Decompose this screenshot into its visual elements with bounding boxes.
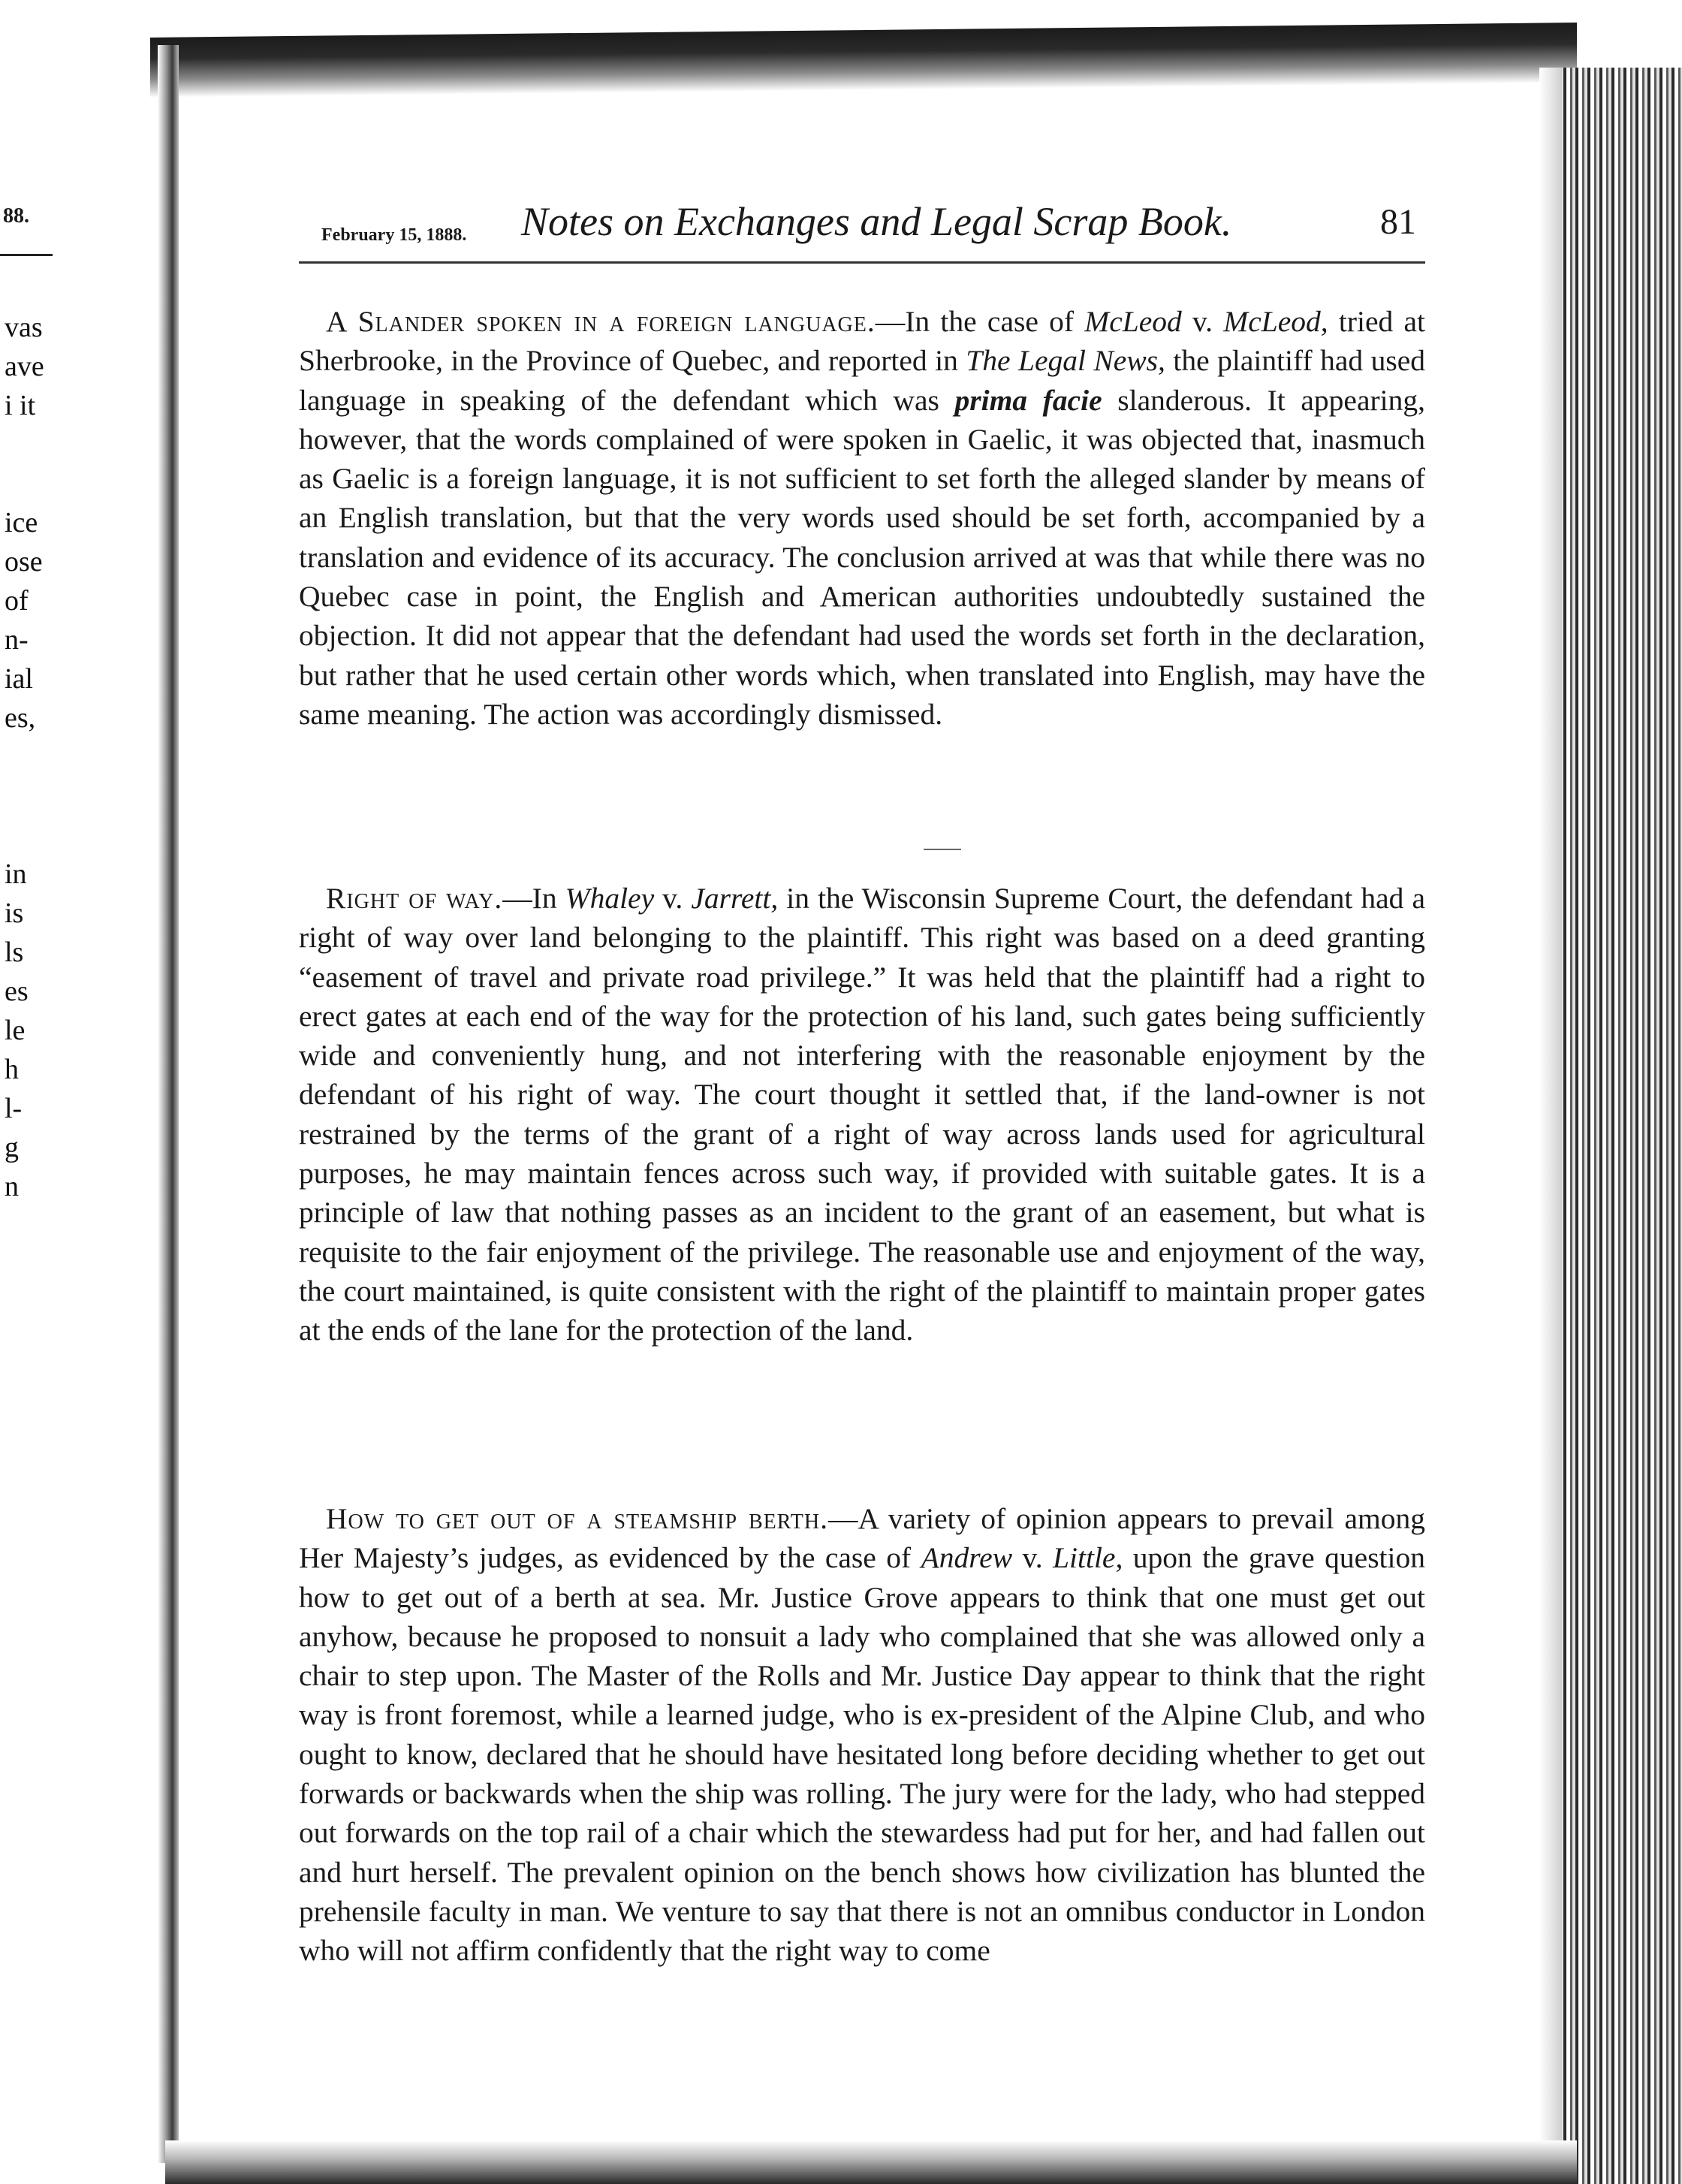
margin-fragment: is xyxy=(5,897,24,929)
margin-fragment: le xyxy=(5,1015,26,1046)
article-heading: Right of way. xyxy=(326,882,503,915)
article-slander xyxy=(299,302,1425,734)
article-body xyxy=(299,305,1425,731)
article-right-of-way xyxy=(299,879,1425,1350)
text-run: tried at Sherbrooke, in the Province of Quebec, and reported in xyxy=(299,305,1425,378)
margin-fragment xyxy=(5,425,65,464)
facing-page-number: 88. xyxy=(3,204,29,228)
margin-fragment: ave xyxy=(5,351,44,382)
article-paragraph xyxy=(299,879,1425,1350)
margin-fragment: in xyxy=(5,858,27,890)
case-name: Little, xyxy=(1053,1541,1123,1575)
margin-fragment: vas xyxy=(5,312,43,343)
case-name: Whaley xyxy=(565,882,655,915)
margin-fragment: ose xyxy=(5,546,43,578)
margin-fragment: n- xyxy=(5,624,29,656)
text-run: slanderous. It appearing, however, that the words complained of were spoken in Gaelic, it was objected that, inasmuch as Gaelic is a foreign language, it is not sufficient to set forth the alleged slander by means of an English translation, but that the very words used should be set forth, accompanied by a translation and evidence of its accuracy. The conclusion arrived at was that while there was no Quebec case in point, the English and American authorities undoubtedly sustained the objection. It did not appear that the defendant had used the words set forth in the declaration, but rather that he used certain other words which, when translated into English, may have the same meaning. The action was accordingly dismissed. xyxy=(299,383,1425,731)
page-edge-inner xyxy=(1539,68,1562,2184)
case-name: McLeod xyxy=(1084,305,1182,338)
text-run: upon the grave question how to get out of a berth at sea. Mr. Justice Grove appears to think that one must get out anyhow, because he proposed to nonsuit a lady who complained that she was allowed only a chair to step upon. The Master of the Rolls and Mr. Justice Day appear to think that the right way is front foremost, while a learned judge, who is ex-president of the Alpine Club, and who ought to know, declared that he should have hesitated long before deciding whether to get out forwards or backwards when the ship was rolling. The jury were for the lady, who had stepped out forwards on the top rail of a chair which the stewardess had put for her, and had fallen out and hurt herself. The prevalent opinion on the bench shows how civilization has blunted the prehensile faculty in man. We venture to say that there is not an omnibus conductor in London who will not affirm confidently that the right way to come xyxy=(299,1541,1426,1968)
margin-fragment: es, xyxy=(5,702,36,734)
text-run: —In xyxy=(502,882,565,915)
case-name: Andrew xyxy=(921,1541,1013,1575)
article-body xyxy=(299,1502,1425,1967)
case-name: McLeod, xyxy=(1223,305,1328,338)
header-rule xyxy=(299,261,1425,264)
margin-fragment: g xyxy=(5,1132,19,1163)
margin-fragment xyxy=(5,464,65,503)
article-paragraph xyxy=(299,1499,1425,1971)
margin-fragment: l- xyxy=(5,1093,23,1124)
article-body xyxy=(299,882,1425,1347)
margin-fragment: h xyxy=(5,1054,19,1085)
margin-fragment: i it xyxy=(5,390,36,421)
article-heading: A Slander spoken in a foreign language. xyxy=(326,305,876,338)
text-run: —In the case of xyxy=(875,305,1085,338)
case-name: prima facie xyxy=(954,383,1102,417)
text-run: v. xyxy=(1181,305,1224,338)
margin-fragment: es xyxy=(5,976,29,1007)
margin-fragment xyxy=(5,738,65,777)
margin-fragment xyxy=(5,816,65,855)
header-title: Notes on Exchanges and Legal Scrap Book. xyxy=(521,199,1232,244)
case-name: The Legal News, xyxy=(966,344,1165,378)
text-run: in the Wisconsin Supreme Court, the defendant had a right of way over land belonging to the plaintiff. This right was based on a deed granting “easement of travel and private road privilege.” It was held that the plaintiff had a right to erect gates at each end of the way for the protection of his land, such gates being sufficiently wide and conveniently hung, and not interfering with the reasonable enjoyment by the defendant of his right of way. The court thought it settled that, if the land-owner is not restrained by the terms of the grant of a right of way across lands used for agricultural purposes, he may maintain fences across such way, if provided with suitable gates. It is a principle of law that nothing passes as an incident to the grant of an easement, but what is requisite to the fair enjoyment of the privilege. The reasonable use and enjoyment of the way, the court maintained, is quite consistent with the right of the plaintiff to maintain proper gates at the ends of the lane for the protection of the land. xyxy=(299,882,1426,1347)
case-name: Jarrett, xyxy=(691,882,779,915)
margin-fragment: ial xyxy=(5,663,33,695)
text-run: —A variety of opinion appears to prevail among Her Majesty’s judges, as evidenced by the case of xyxy=(299,1502,1425,1575)
facing-page-fragments xyxy=(5,308,65,1206)
margin-fragment xyxy=(5,777,65,816)
header-date: February 15, 1888. xyxy=(321,225,467,245)
article-heading: How to get out of a steamship berth. xyxy=(326,1502,828,1535)
margin-fragment: ls xyxy=(5,937,24,968)
text-run: v. xyxy=(654,882,692,915)
scan-top-shadow xyxy=(150,23,1577,98)
article-steamship-berth xyxy=(299,1499,1425,1971)
facing-page-rule xyxy=(0,254,53,256)
margin-fragment: ice xyxy=(5,507,38,538)
running-header xyxy=(299,194,1425,254)
margin-fragment: n xyxy=(5,1171,19,1202)
text-run: the plaintiff had used language in speaking of the defendant which was xyxy=(299,344,1425,417)
book-gutter xyxy=(158,45,179,2163)
article-paragraph xyxy=(299,302,1425,734)
text-run: v. xyxy=(1012,1541,1054,1575)
header-page-number: 81 xyxy=(1380,202,1416,242)
section-separator xyxy=(924,849,961,850)
margin-fragment: of xyxy=(5,585,29,617)
scan-bottom-shadow xyxy=(165,2140,1577,2184)
